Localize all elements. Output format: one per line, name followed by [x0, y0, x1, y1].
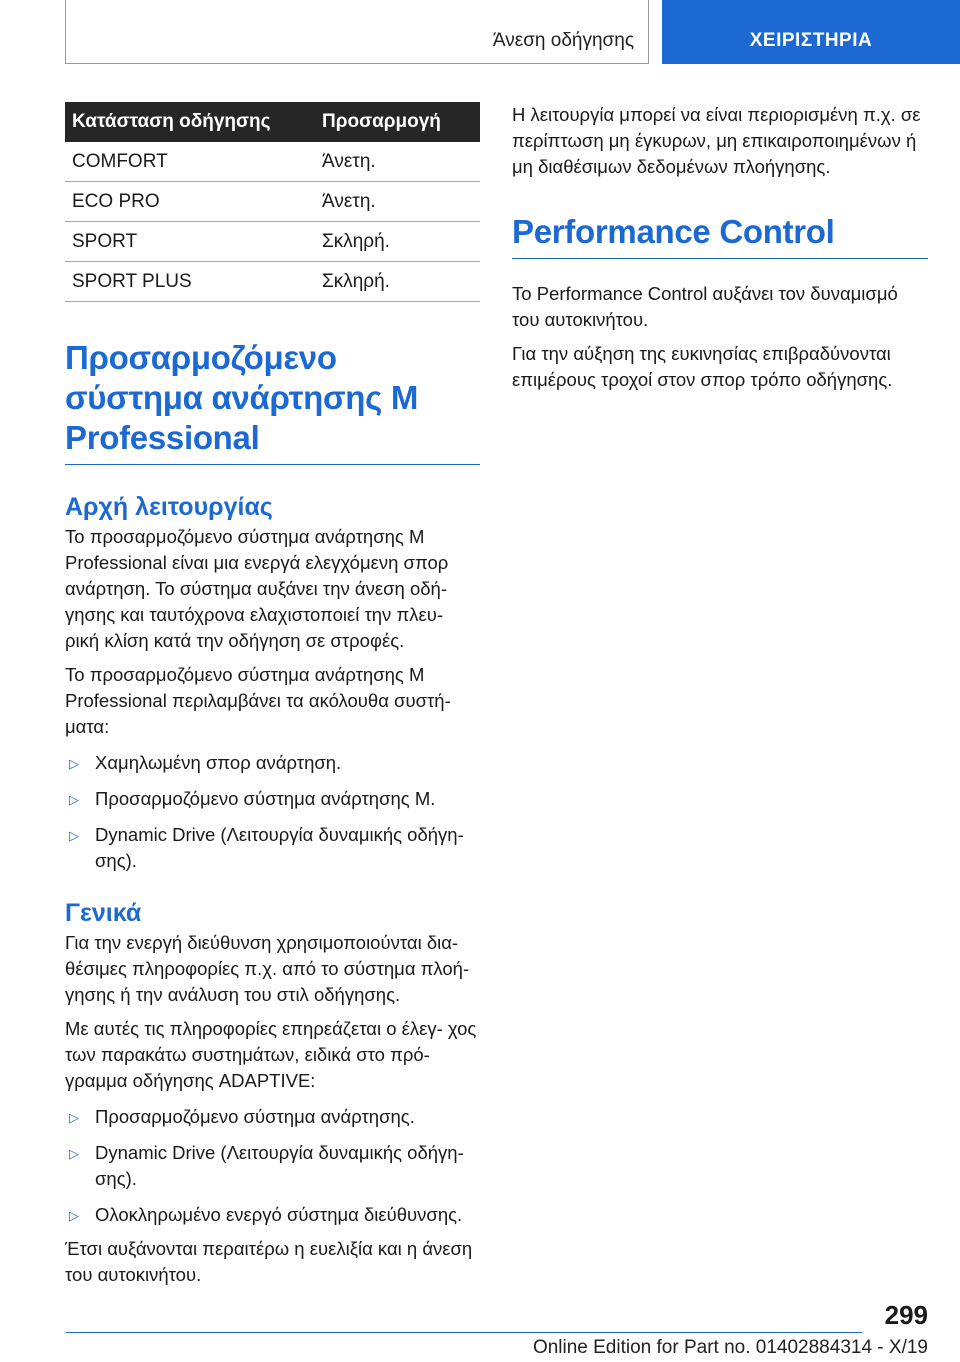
paragraph: Έτσι αυξάνονται περαιτέρω η ευελιξία και η άνεση του αυτοκινήτου. [65, 1238, 473, 1285]
triangle-bullet-icon: ▷ [69, 756, 79, 771]
section-title: Προσαρμοζόμενο σύστημα ανάρτησης M Professional [65, 338, 480, 465]
list-item [65, 786, 480, 812]
list-item-text: Χαμηλωμένη σπορ ανάρτηση. [95, 752, 342, 773]
list-item-text: Dynamic Drive (Λειτουργία δυναμικής οδήγη‐ σης). [95, 824, 464, 871]
footer-divider [66, 1332, 862, 1333]
list-item-text: Dynamic Drive (Λειτουργία δυναμικής οδήγη‐ σης). [95, 1142, 464, 1189]
paragraph: Το Performance Control αυξάνει τον δυναμισμό του αυτοκινήτου. [512, 283, 898, 330]
header-chapter-title: ΧΕΙΡΙΣΤΗΡΙΑ [749, 30, 873, 51]
table-row [65, 262, 480, 302]
subsection-title: Αρχή λειτουργίας [65, 493, 273, 521]
list-item [65, 750, 480, 776]
paragraph: Με αυτές τις πληροφορίες επηρεάζεται ο έλεγ‐ χος των παρακάτω συστημάτων, ειδικά στο πρό‐ γραμμα οδήγησης ADAPTIVE: [65, 1018, 477, 1091]
paragraph: Για την ενεργή διεύθυνση χρησιμοποιούνται δια‐ θέσιμες πληροφορίες π.χ. από το σύστημα πλοή‐ γησης ή την ανάλυση του στιλ οδήγησης. [65, 932, 470, 1005]
left-column [65, 102, 480, 1288]
table-header-mode: Κατάσταση οδήγησης [72, 111, 271, 132]
triangle-bullet-icon: ▷ [69, 1146, 79, 1161]
paragraph: Για την αύξηση της ευκινησίας επιβραδύνονται επιμέρους τροχοί στον σπορ τρόπο οδήγησης. [512, 343, 893, 390]
table-cell: SPORT [65, 222, 315, 262]
list-item [65, 1202, 480, 1228]
header-chapter-tab [662, 0, 960, 64]
paragraph: Το προσαρμοζόμενο σύστημα ανάρτησης M Professional περιλαμβάνει τα ακόλουθα συστή‐ ματα: [65, 664, 451, 737]
table-cell: Άνετη. [315, 182, 480, 222]
list-item [65, 1104, 480, 1130]
triangle-bullet-icon: ▷ [69, 792, 79, 807]
table-row [65, 182, 480, 222]
table-cell: COMFORT [65, 142, 315, 182]
page-number: 299 [884, 1300, 928, 1330]
bullet-list [65, 750, 480, 874]
table-cell: SPORT PLUS [65, 262, 315, 302]
table-header-row [65, 102, 480, 142]
list-item-text: Προσαρμοζόμενο σύστημα ανάρτησης M. [95, 788, 436, 809]
header-section-title: Άνεση οδήγησης [492, 30, 634, 51]
table-header-adjustment: Προσαρμογή [322, 111, 441, 132]
list-item-text: Ολοκληρωμένο ενεργό σύστημα διεύθυνσης. [95, 1204, 463, 1225]
drive-mode-table [65, 102, 480, 302]
triangle-bullet-icon: ▷ [69, 1208, 79, 1223]
subsection-title: Γενικά [65, 899, 142, 927]
paragraph: Το προσαρμοζόμενο σύστημα ανάρτησης M Professional είναι μια ενεργά ελεγχόμενη σπορ ανάρτηση. Το σύστημα αυξάνει την άνεση οδή‐ γησης και ταυτόχρονα ελαχιστοποιεί την πλευ‐ ρική κλίση κατά την οδήγηση σε στροφές. [65, 526, 449, 651]
table-cell: Σκληρή. [315, 262, 480, 302]
table-row [65, 142, 480, 182]
triangle-bullet-icon: ▷ [69, 828, 79, 843]
footer-edition: Online Edition for Part no. 01402884314 - X/19 [532, 1337, 928, 1358]
table-cell: Άνετη. [315, 142, 480, 182]
list-item-text: Προσαρμοζόμενο σύστημα ανάρτησης. [95, 1106, 415, 1127]
table-row [65, 222, 480, 262]
triangle-bullet-icon: ▷ [69, 1110, 79, 1125]
table-cell: Σκληρή. [315, 222, 480, 262]
list-item [65, 822, 480, 874]
header-section-box [65, 0, 649, 64]
paragraph: Η λειτουργία μπορεί να είναι περιορισμένη π.χ. σε περίπτωση μη έγκυρων, μη επικαιροποιημένων ή μη διαθέσιμων δεδομένων πλοήγησης. [512, 104, 921, 177]
table-cell: ECO PRO [65, 182, 315, 222]
right-column [512, 102, 928, 393]
section-title: Performance Control [512, 212, 928, 259]
list-item [65, 1140, 480, 1192]
bullet-list [65, 1104, 480, 1228]
